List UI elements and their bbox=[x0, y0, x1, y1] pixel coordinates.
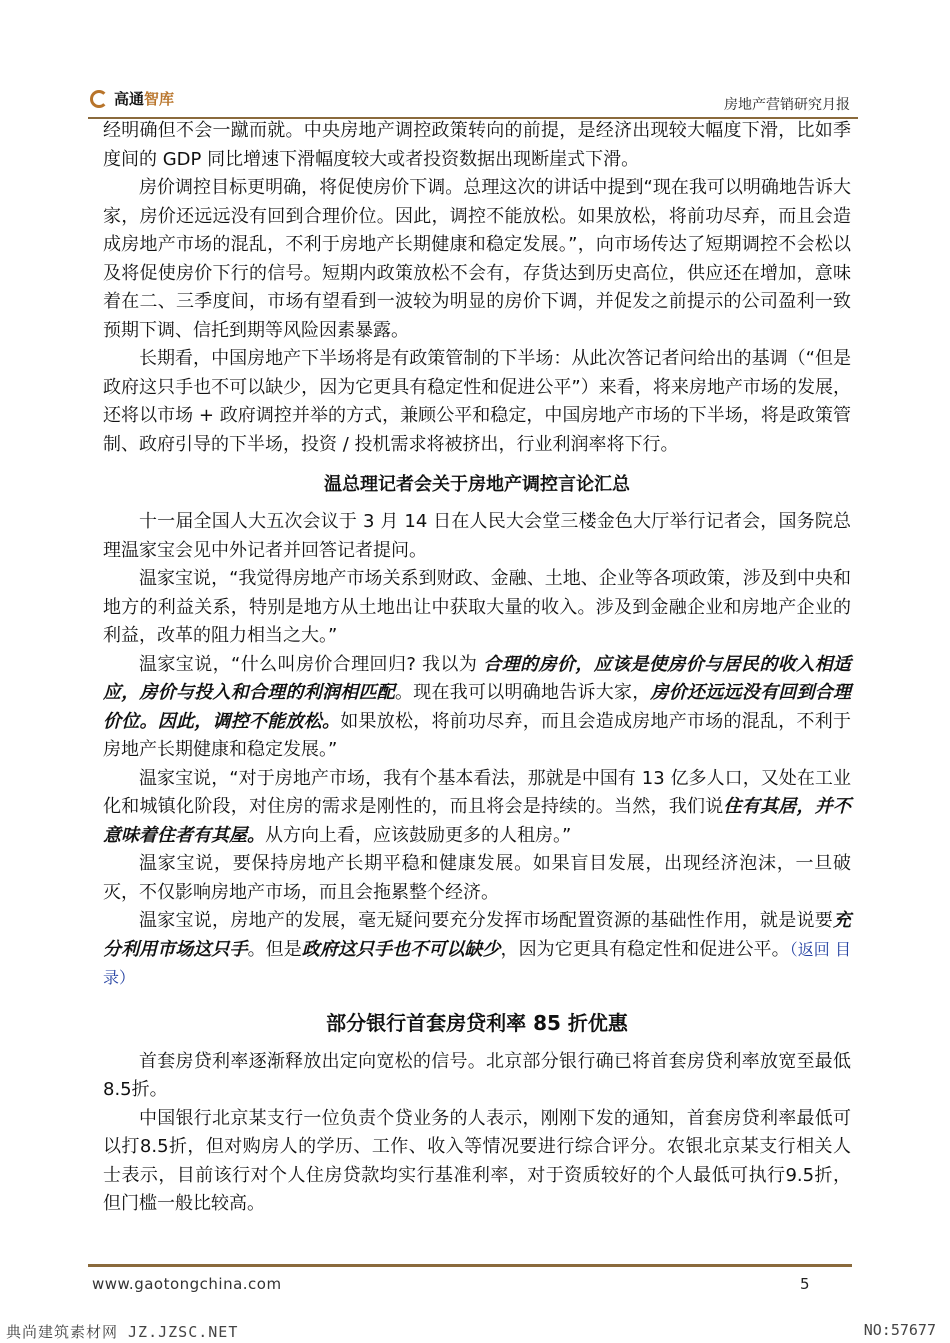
back-to-toc-link[interactable]: （返回 目录） bbox=[103, 939, 852, 987]
paragraph: 房价调控目标更明确，将促使房价下调。总理这次的讲话中提到“现在我可以明确地告诉大家，房价还远远没有回到合理价位。因此，调控不能放松。如果放松，将前功尽弃，而且会造成房地产市场的混乱，不利于房地产长期健康和稳定发展。”，向市场传达了短期调控不会松以及将促使房价下行的信号。短期内政策放松不会有，存货达到历史高位，供应还在增加，意味着在二、三季度间，市场有望看到一波较为明显的房价下调，并促发之前提示的公司盈利一致预期下调、信托到期等风险因素暴露。 bbox=[103, 177, 851, 341]
quote-paragraph: 温家宝说，“对于房地产市场，我有个基本看法，那就是中国有 13 亿多人口，又处在工业化和城镇化阶段，对住房的需求是刚性的，而且将会是持续的。当然，我们说住有其居，并不意味着住者有其屋。从方向上看，应该鼓励更多的人租房。” bbox=[103, 767, 851, 846]
logo-text: 高通智库 bbox=[114, 90, 175, 108]
page-header bbox=[0, 80, 950, 120]
section-title: 部分银行首套房贷利率 85 折优惠 bbox=[326, 1010, 628, 1035]
footer-divider bbox=[88, 1264, 852, 1267]
emphasis-text: 合理的房价，应该是使房价与居民的收入相适应，房价与投入和合理的利润相匹配 bbox=[103, 653, 851, 703]
logo-mark-icon bbox=[90, 90, 108, 108]
report-title: 房地产营销研究月报 bbox=[724, 97, 850, 113]
watermark-left: 典尚建筑素材网 JZ.JZSC.NET bbox=[6, 1323, 239, 1341]
page-number: 5 bbox=[800, 1275, 810, 1293]
page-body bbox=[103, 117, 851, 1219]
paragraph: 长期看，中国房地产下半场将是有政策管制的下半场：从此次答记者问给出的基调（“但是政府这只手也不可以缺少，因为它更具有稳定性和促进公平”）来看，将来房地产市场的发展，还将以市场 + 政府调控并举的方式，兼顾公平和稳定，中国房地产市场的下半场，将是政策管制、政府引导的下半场，投资 / 投机需求将被挤出，行业利润率将下行。 bbox=[103, 348, 851, 455]
paragraph: 十一届全国人大五次会议于 3 月 14 日在人民大会堂三楼金色大厅举行记者会，国务院总理温家宝会见中外记者并回答记者提问。 bbox=[103, 511, 851, 561]
paragraph: 首套房贷利率逐渐释放出定向宽松的信号。北京部分银行确已将首套房贷利率放宽至最低8.5折。 bbox=[103, 1050, 851, 1100]
watermark-right: NO:57677 bbox=[863, 1321, 936, 1339]
paragraph: 中国银行北京某支行一位负责个贷业务的人表示，刚刚下发的通知，首套房贷利率最低可以打8.5折，但对购房人的学历、工作、收入等情况要进行综合评分。农银北京某支行相关人士表示，目前该行对个人住房贷款均实行基准利率，对于资质较好的个人最低可执行9.5折，但门槛一般比较高。 bbox=[103, 1107, 851, 1214]
paragraph: 经明确但不会一蹴而就。中央房地产调控政策转向的前提，是经济出现较大幅度下滑，比如季度间的 GDP 同比增速下滑幅度较大或者投资数据出现断崖式下滑。 bbox=[103, 120, 851, 170]
gaotong-logo bbox=[90, 88, 174, 109]
emphasis-text: 政府这只手也不可以缺少 bbox=[301, 938, 501, 960]
emphasis-text: 充分利用市场这只手 bbox=[103, 910, 851, 960]
footer-website: www.gaotongchina.com bbox=[92, 1275, 282, 1293]
emphasis-text: 住有其居，并不意味着住者有其屋。 bbox=[103, 796, 851, 846]
quote-paragraph: 温家宝说，要保持房地产长期平稳和健康发展。如果盲目发展，出现经济泡沫，一旦破灭，不仅影响房地产市场，而且会拖累整个经济。 bbox=[103, 853, 851, 903]
quote-paragraph: 温家宝说，“什么叫房价合理回归? 我以为 合理的房价，应该是使房价与居民的收入相适应，房价与投入和合理的利润相匹配。现在我可以明确地告诉大家，房价还远远没有回到合理价位。因此，调控不能放松。如果放松，将前功尽弃，而且会造成房地产市场的混乱，不利于房地产长期健康和稳定发展。” bbox=[103, 653, 851, 760]
quote-paragraph: 温家宝说，房地产的发展，毫无疑问要充分发挥市场配置资源的基础性作用，就是说要充分利用市场这只手。但是政府这只手也不可以缺少，因为它更具有稳定性和促进公平。（返回 目录） bbox=[103, 910, 852, 987]
quote-paragraph: 温家宝说，“我觉得房地产市场关系到财政、金融、土地、企业等各项政策，涉及到中央和地方的利益关系，特别是地方从土地出让中获取大量的收入。涉及到金融企业和房地产企业的利益，改革的阻力相当之大。” bbox=[103, 568, 851, 646]
section-title: 温总理记者会关于房地产调控言论汇总 bbox=[324, 474, 630, 495]
emphasis-text: 房价还远远没有回到合理价位。因此，调控不能放松。 bbox=[103, 682, 851, 732]
